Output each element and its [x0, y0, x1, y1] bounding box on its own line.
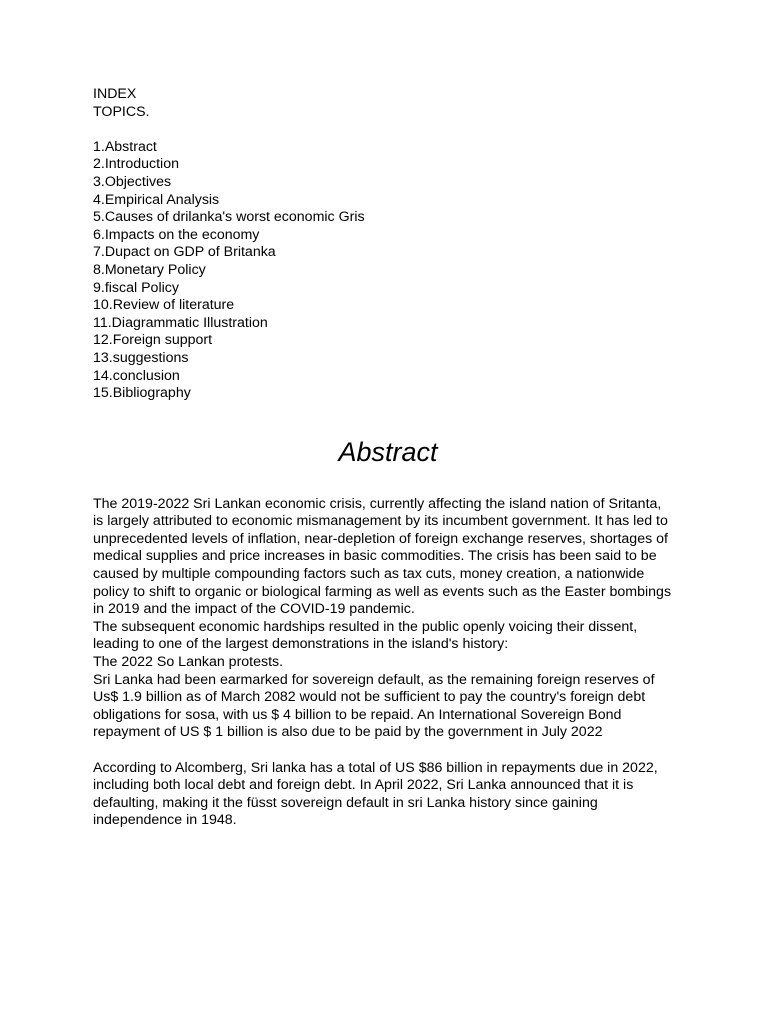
abstract-title: Abstract: [338, 436, 438, 467]
spacer: [93, 742, 683, 760]
topic-item: 3.Objectives: [93, 173, 172, 190]
text-line: The subsequent economic hardships resulted in the public openly voicing their dissent,: [93, 618, 638, 635]
index-section: [93, 86, 683, 403]
spacer: [93, 121, 683, 139]
topic-item: 7.Dupact on GDP of Britanka: [93, 244, 276, 261]
document-page: [93, 86, 683, 830]
text-line: medical supplies and price increases in basic commodities. The crisis has been said to be: [93, 548, 657, 565]
abstract-body: [93, 496, 683, 830]
text-line: obligations for sosa, with us $ 4 billion to be repaid. An International Sovereign Bond: [93, 706, 622, 723]
topics-list: [93, 139, 683, 403]
topic-item: 14.conclusion: [93, 367, 180, 384]
abstract-title-wrap: [93, 436, 683, 468]
abstract-paragraph-2: [93, 760, 683, 830]
abstract-paragraph-1: [93, 496, 683, 742]
topic-item: 5.Causes of drilanka's worst economic Gris: [93, 209, 365, 226]
topic-item: 13.suggestions: [93, 349, 189, 366]
text-line: repayment of US $ 1 billion is also due to be paid by the government in July 2022: [93, 724, 603, 741]
topic-item: 1.Abstract: [93, 138, 157, 155]
text-line: Sri Lanka had been earmarked for sovereign default, as the remaining foreign reserves of: [93, 671, 655, 688]
text-line: independence in 1948.: [93, 812, 237, 829]
text-line: leading to one of the largest demonstrations in the island's history:: [93, 636, 509, 653]
text-line: Us$ 1.9 billion as of March 2082 would not be sufficient to pay the country's foreign debt: [93, 689, 646, 706]
text-line: defaulting, making it the füsst sovereign default in sri Lanka history since gaining: [93, 794, 598, 811]
topic-item: 9.fiscal Policy: [93, 279, 179, 296]
text-line: in 2019 and the impact of the COVID-19 pandemic.: [93, 601, 415, 618]
text-line: policy to shift to organic or biological farming as well as events such as the Easter bombings: [93, 583, 672, 600]
topic-item: 15.Bibliography: [93, 385, 191, 402]
text-line: is largely attributed to economic mismanagement by its incumbent government. It has led to: [93, 513, 668, 530]
topic-item: 10.Review of literature: [93, 297, 235, 314]
text-line: According to Alcomberg, Sri lanka has a total of US $86 billion in repayments due in 2022,: [93, 759, 658, 776]
index-heading: INDEX: [93, 86, 137, 102]
text-line: caused by multiple compounding factors such as tax cuts, money creation, a nationwide: [93, 566, 645, 583]
topic-item: 8.Monetary Policy: [93, 261, 206, 278]
topic-item: 12.Foreign support: [93, 332, 213, 349]
text-line: The 2022 So Lankan protests.: [93, 654, 284, 671]
topic-item: 11.Diagrammatic Illustration: [93, 314, 268, 331]
text-line: including both local debt and foreign debt. In April 2022, Sri Lanka announced that it is: [93, 777, 634, 794]
topic-item: 6.Impacts on the economy: [93, 226, 260, 243]
text-line: unprecedented levels of inflation, near-depletion of foreign exchange reserves, shortages of: [93, 530, 668, 547]
topic-item: 4.Empirical Analysis: [93, 191, 220, 208]
topic-item: 2.Introduction: [93, 156, 179, 173]
text-line: The 2019-2022 Sri Lankan economic crisis, currently affecting the island nation of Sritanta,: [93, 495, 662, 512]
topics-heading: TOPICS.: [93, 103, 150, 120]
